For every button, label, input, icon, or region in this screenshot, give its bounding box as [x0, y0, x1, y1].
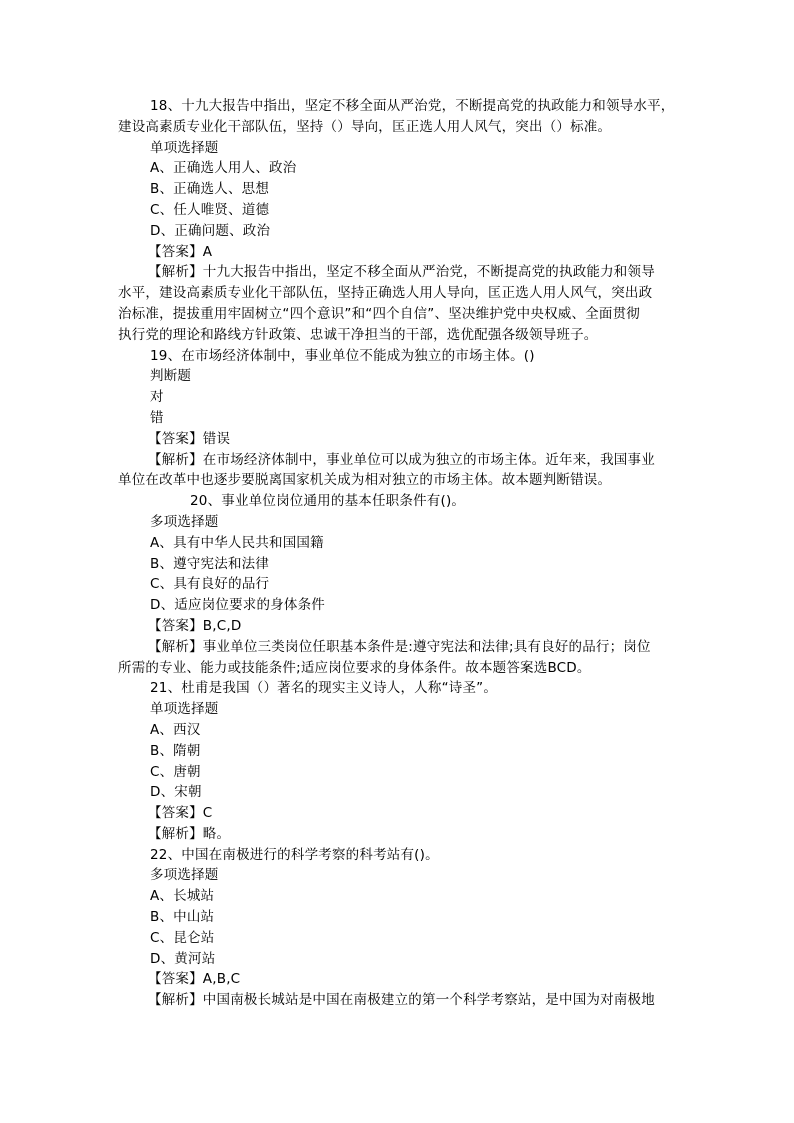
- question-stem: 建设高素质专业化干部队伍，坚持（）导向，匡正选人用人风气，突出（）标准。: [118, 118, 612, 135]
- answer-option: A、正确选人用人、政治: [150, 160, 297, 177]
- answer-key: 【答案】A,B,C: [148, 971, 241, 988]
- answer-option: C、唐朝: [150, 763, 201, 780]
- question-type: 多项选择题: [150, 867, 219, 884]
- answer-key: 【答案】C: [148, 805, 213, 822]
- analysis-text: 水平，建设高素质专业化干部队伍，坚持正确选人用人导向，匡正选人用人风气，突出政: [118, 285, 653, 302]
- answer-option: B、隋朝: [150, 742, 201, 759]
- question-type: 单项选择题: [150, 701, 219, 718]
- analysis-text: 所需的专业、能力或技能条件;适应岗位要求的身体条件。故本题答案选BCD。: [118, 659, 591, 676]
- answer-option: 错: [150, 409, 164, 426]
- answer-option: C、昆仑站: [150, 929, 215, 946]
- answer-option: B、遵守宪法和法律: [150, 555, 270, 572]
- analysis-text: 【解析】中国南极长城站是中国在南极建立的第一个科学考察站，是中国为对南极地: [148, 992, 655, 1009]
- answer-option: D、宋朝: [150, 784, 202, 801]
- question-stem: 22、中国在南极进行的科学考察的科考站有()。: [150, 846, 439, 863]
- answer-option: B、中山站: [150, 909, 215, 926]
- question-type: 单项选择题: [150, 139, 219, 156]
- answer-option: A、长城站: [150, 888, 215, 905]
- answer-option: D、适应岗位要求的身体条件: [150, 597, 325, 614]
- answer-option: B、正确选人、思想: [150, 181, 270, 198]
- answer-option: A、西汉: [150, 721, 201, 738]
- question-type: 判断题: [150, 368, 192, 385]
- answer-option: D、黄河站: [150, 950, 216, 967]
- analysis-text: 【解析】事业单位三类岗位任职基本条件是:遵守宪法和法律;具有良好的品行；岗位: [148, 638, 651, 655]
- answer-option: C、任人唯贤、道德: [150, 201, 270, 218]
- analysis-text: 执行党的理论和路线方针政策、忠诚干净担当的干部，选优配强各级领导班子。: [118, 326, 598, 343]
- answer-option: A、具有中华人民共和国国籍: [150, 534, 324, 551]
- question-stem: 18、十九大报告中指出，坚定不移全面从严治党，不断提高党的执政能力和领导水平，: [150, 98, 675, 114]
- answer-option: C、具有良好的品行: [150, 576, 270, 593]
- answer-key: 【答案】错误: [148, 430, 231, 447]
- document-page: [118, 96, 688, 1011]
- answer-key: 【答案】A: [148, 243, 213, 260]
- analysis-text: 【解析】十九大报告中指出，坚定不移全面从严治党，不断提高党的执政能力和领导: [148, 264, 655, 281]
- analysis-text: 治标准，提拔重用牢固树立“四个意识”和“四个自信”、坚决维护党中央权威、全面贯彻: [118, 305, 640, 322]
- question-type: 多项选择题: [150, 513, 219, 530]
- analysis-text: 【解析】略。: [148, 825, 231, 842]
- question-stem: 20、事业单位岗位通用的基本任职条件有()。: [190, 493, 466, 510]
- analysis-text: 单位在改革中也逐步要脱离国家机关成为相对独立的市场主体。故本题判断错误。: [118, 472, 612, 489]
- analysis-text: 【解析】在市场经济体制中，事业单位可以成为独立的市场主体。近年来，我国事业: [148, 451, 655, 468]
- answer-option: 对: [150, 389, 164, 406]
- answer-key: 【答案】B,C,D: [148, 617, 242, 634]
- question-stem: 19、在市场经济体制中，事业单位不能成为独立的市场主体。(): [150, 347, 535, 364]
- answer-option: D、正确问题、政治: [150, 222, 271, 239]
- question-stem: 21、杜甫是我国（）著名的现实主义诗人，人称“诗圣”。: [150, 680, 498, 697]
